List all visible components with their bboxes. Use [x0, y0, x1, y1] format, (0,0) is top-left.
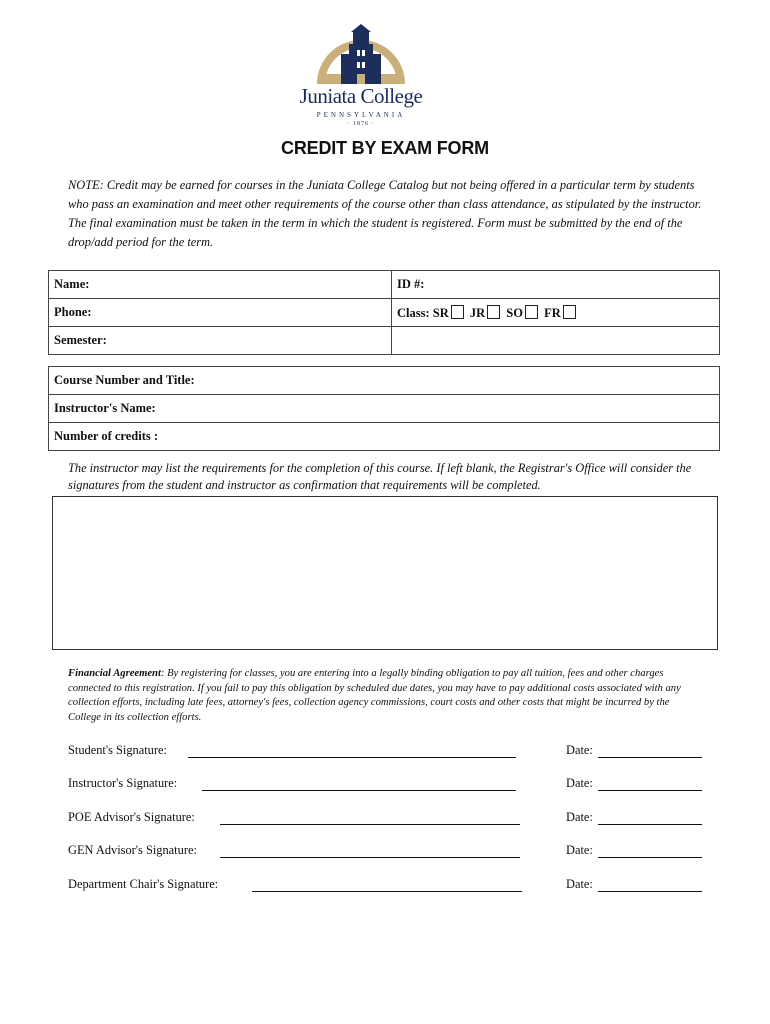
- instructor-note: The instructor may list the requirements for the completion of this course. If left blank, the Registrar's Office will consider the signatures from the student and instructor as confirmation that requirements will be completed.: [68, 461, 692, 492]
- instructor-signature-label: Instructor's Signature:: [68, 776, 178, 790]
- gen-advisor-signature-label: GEN Advisor's Signature:: [68, 843, 197, 857]
- financial-agreement: [68, 667, 698, 725]
- class-option-sr-label: SR: [432, 305, 449, 320]
- course-info-table: [48, 366, 720, 451]
- class-fr-checkbox[interactable]: [563, 305, 576, 319]
- instructor-label: Instructor's Name:: [54, 401, 156, 415]
- phone-field[interactable]: [49, 299, 392, 327]
- instructor-signature-line[interactable]: [202, 790, 516, 791]
- college-logo: [296, 22, 426, 127]
- student-signature-line[interactable]: [188, 757, 516, 758]
- course-label: Course Number and Title:: [54, 373, 195, 387]
- student-signature-label: Student's Signature:: [68, 743, 167, 757]
- gen-advisor-date-line[interactable]: [598, 857, 702, 858]
- student-signature-row: [68, 742, 708, 760]
- poe-advisor-date-line[interactable]: [598, 824, 702, 825]
- poe-advisor-signature-line[interactable]: [220, 824, 520, 825]
- poe-advisor-signature-row: [68, 809, 708, 827]
- student-date-line[interactable]: [598, 757, 702, 758]
- department-chair-date-label: Date:: [566, 877, 593, 891]
- financial-text: : By registering for classes, you are entering into a legally binding obligation to pay all tuition, fees and other charges connected to this registration. If you fail to pay this obligation by scheduled due dates, you may have to pay additional costs associated with any collection efforts, including late fees, attorney's fees, collection agency commissions, court costs and other costs that might be incurred by the College in its collection efforts.: [68, 668, 681, 723]
- poe-advisor-signature-label: POE Advisor's Signature:: [68, 810, 195, 824]
- department-chair-signature-row: [68, 876, 708, 894]
- class-option-fr-label: FR: [544, 305, 561, 320]
- semester-label: Semester:: [54, 333, 107, 347]
- student-info-table: [48, 270, 720, 355]
- page-title: CREDIT BY EXAM FORM: [281, 138, 489, 158]
- class-label: Class:: [397, 305, 430, 320]
- phone-label: Phone:: [54, 305, 92, 319]
- department-chair-signature-line[interactable]: [252, 891, 522, 892]
- gen-advisor-signature-row: [68, 842, 708, 860]
- id-label: ID #:: [397, 277, 425, 291]
- class-sr-checkbox[interactable]: [451, 305, 464, 319]
- class-field: [392, 299, 720, 327]
- department-chair-signature-label: Department Chair's Signature:: [68, 877, 219, 891]
- course-title-field[interactable]: [49, 367, 720, 395]
- semester-field[interactable]: [49, 327, 392, 355]
- financial-heading: Financial Agreement: [68, 668, 161, 679]
- logo-year: · 1876 ·: [347, 121, 375, 127]
- class-so-checkbox[interactable]: [525, 305, 538, 319]
- name-field[interactable]: [49, 271, 392, 299]
- requirements-textarea[interactable]: [52, 496, 718, 650]
- id-field[interactable]: [392, 271, 720, 299]
- gen-advisor-date-label: Date:: [566, 843, 593, 857]
- instructor-signature-row: [68, 775, 708, 793]
- logo-college-name: Juniata College: [299, 84, 423, 108]
- poe-advisor-date-label: Date:: [566, 810, 593, 824]
- note-paragraph: NOTE: Credit may be earned for courses in the Juniata College Catalog but not being offered in a particular term by students who pass an examination and meet other requirements of the course other than class attendance, as stipulated by the instructor. The final examination must be taken in the term in which the student is registered. Form must be submitted by the end of the drop/add period for the term.: [68, 178, 702, 249]
- student-date-label: Date:: [566, 743, 593, 757]
- class-option-jr-label: JR: [469, 305, 486, 320]
- credits-label: Number of credits :: [54, 429, 159, 443]
- instructor-date-line[interactable]: [598, 790, 702, 791]
- building-icon: [311, 22, 411, 86]
- credits-field[interactable]: [49, 423, 720, 451]
- name-label: Name:: [54, 277, 90, 291]
- class-jr-checkbox[interactable]: [487, 305, 500, 319]
- department-chair-date-line[interactable]: [598, 891, 702, 892]
- empty-cell: [392, 327, 720, 355]
- instructor-name-field[interactable]: [49, 395, 720, 423]
- class-option-so-label: SO: [506, 305, 523, 320]
- instructor-date-label: Date:: [566, 776, 593, 790]
- gen-advisor-signature-line[interactable]: [220, 857, 520, 858]
- logo-state: PENNSYLVANIA: [316, 111, 406, 119]
